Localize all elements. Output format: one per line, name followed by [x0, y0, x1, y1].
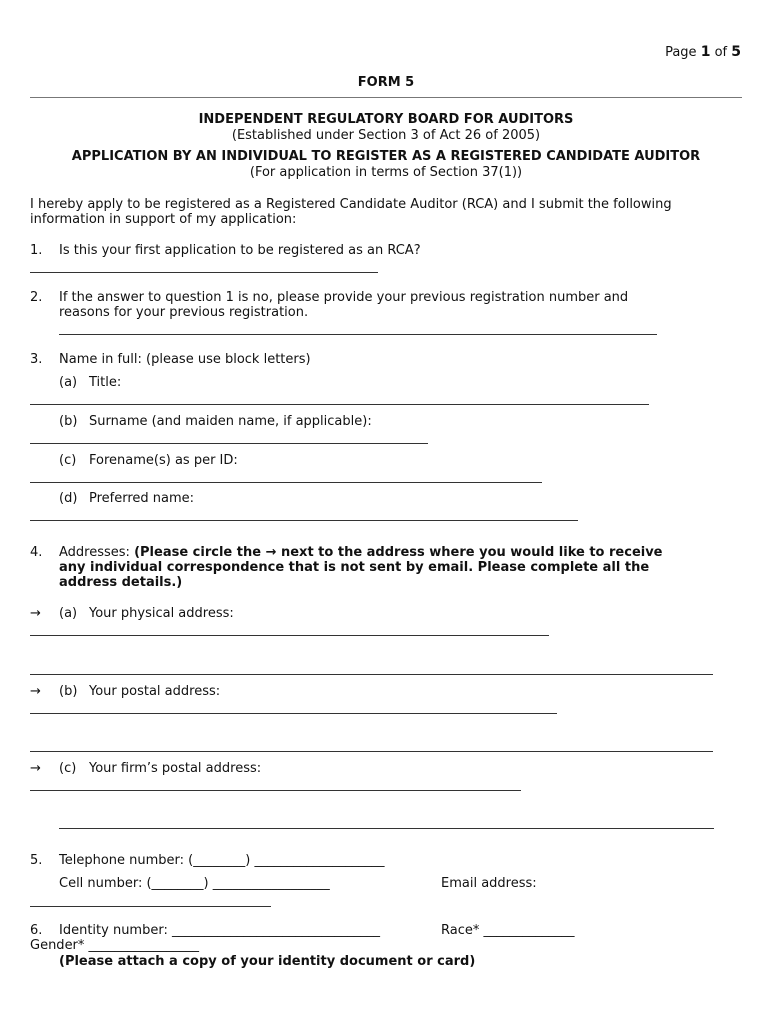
q3-number: 3.	[30, 352, 43, 367]
q4b-text: Your postal address:	[89, 684, 221, 699]
intro-line-1: I hereby apply to be registered as a Registered Candidate Auditor (RCA) and I submit the following	[30, 197, 672, 212]
identity-number-field[interactable]: Identity number: ________________________________	[59, 923, 380, 938]
firm-address-line-2[interactable]	[59, 828, 714, 829]
q4b-label: (b)	[59, 684, 78, 699]
q5-number: 5.	[30, 853, 43, 868]
gender-field[interactable]: Gender* _________________	[30, 938, 200, 953]
postal-address-arrow-icon[interactable]: →	[30, 684, 41, 699]
postal-address-line-2[interactable]	[30, 751, 713, 752]
q3a-label: (a)	[59, 375, 78, 390]
email-answer-line[interactable]	[30, 906, 271, 907]
form-title: FORM 5	[357, 75, 415, 90]
q3b-label: (b)	[59, 414, 78, 429]
physical-address-line-2[interactable]	[30, 674, 713, 675]
preferred-name-answer-line[interactable]	[30, 520, 578, 521]
q4-heading	[59, 545, 663, 560]
q4-note-line-3: address details.)	[59, 575, 183, 590]
q1-answer-line[interactable]	[30, 272, 378, 273]
q4c-text: Your firm’s postal address:	[89, 761, 262, 776]
q4-number: 4.	[30, 545, 43, 560]
q2-text-line-1: If the answer to question 1 is no, please provide your previous registration number and	[59, 290, 629, 305]
firm-address-line-1[interactable]	[30, 790, 521, 791]
q4c-label: (c)	[59, 761, 77, 776]
q1-number: 1.	[30, 243, 43, 258]
q1-text: Is this your first application to be registered as an RCA?	[59, 243, 421, 258]
q2-text-line-2: reasons for your previous registration.	[59, 305, 309, 320]
page-number: Page 1 of 5	[665, 44, 741, 60]
intro-line-2: information in support of my application:	[30, 212, 297, 227]
q4-note-line-2: any individual correspondence that is not sent by email. Please complete all the	[59, 560, 650, 575]
race-field[interactable]: Race* ______________	[441, 923, 575, 938]
postal-address-line-1[interactable]	[30, 713, 557, 714]
established-note: (Established under Section 3 of Act 26 of 2005)	[231, 128, 541, 143]
q4a-label: (a)	[59, 606, 78, 621]
email-label: Email address:	[441, 876, 537, 891]
q3a-text: Title:	[89, 375, 122, 390]
q2-number: 2.	[30, 290, 43, 305]
application-title: APPLICATION BY AN INDIVIDUAL TO REGISTER AS A REGISTERED CANDIDATE AUDITOR	[71, 149, 701, 164]
q3-text: Name in full: (please use block letters)	[59, 352, 311, 367]
firm-address-arrow-icon[interactable]: →	[30, 761, 41, 776]
q3c-label: (c)	[59, 453, 77, 468]
q6-number: 6.	[30, 923, 43, 938]
physical-address-line-1[interactable]	[30, 635, 549, 636]
surname-answer-line[interactable]	[30, 443, 428, 444]
q2-answer-line[interactable]	[59, 334, 657, 335]
forenames-answer-line[interactable]	[30, 482, 542, 483]
physical-address-arrow-icon[interactable]: →	[30, 606, 41, 621]
telephone-field[interactable]: Telephone number: (________) ____________________	[59, 853, 385, 868]
header-divider	[30, 97, 742, 98]
application-note: (For application in terms of Section 37(1))	[249, 165, 523, 180]
q4-note-line-1: (Please circle the → next to the address where you would like to receive	[134, 545, 663, 560]
q4-label: Addresses:	[59, 545, 130, 560]
q3d-label: (d)	[59, 491, 78, 506]
q3d-text: Preferred name:	[89, 491, 195, 506]
q3c-text: Forename(s) as per ID:	[89, 453, 238, 468]
cell-number-field[interactable]: Cell number: (________) __________________	[59, 876, 330, 891]
q3b-text: Surname (and maiden name, if applicable):	[89, 414, 372, 429]
title-answer-line[interactable]	[30, 404, 649, 405]
q4a-text: Your physical address:	[89, 606, 234, 621]
id-attach-note: (Please attach a copy of your identity document or card)	[59, 954, 476, 969]
org-name: INDEPENDENT REGULATORY BOARD FOR AUDITORS	[198, 112, 574, 127]
